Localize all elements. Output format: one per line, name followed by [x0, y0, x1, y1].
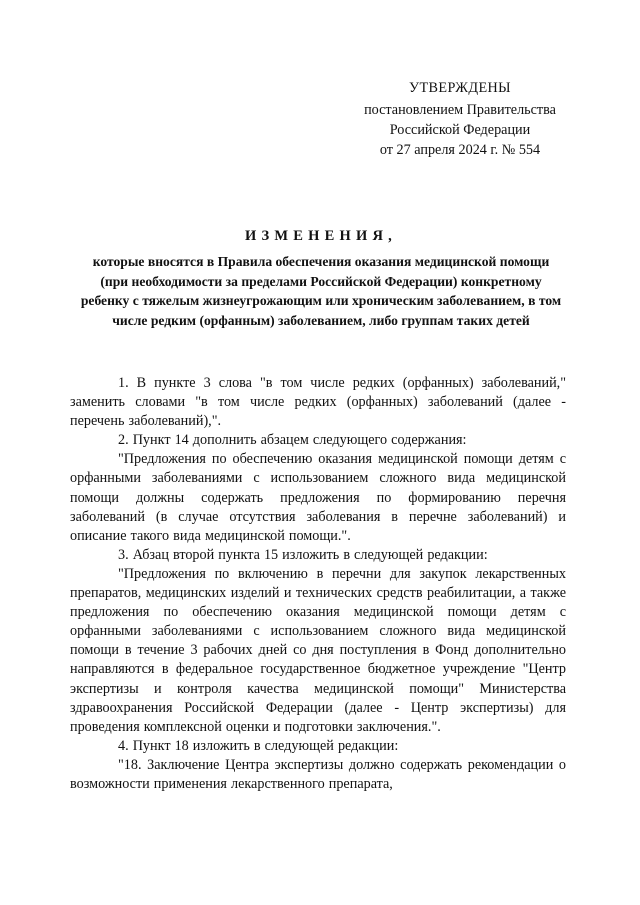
paragraph-item-3: 3. Абзац второй пункта 15 изложить в следующей редакции: [118, 546, 488, 563]
document-body [70, 374, 566, 794]
paragraph-quote-4: "18. Заключение Центра экспертизы должно содержать рекомендации о возможности применения лекарственного препарата, [70, 756, 566, 792]
document-subtitle: которые вносятся в Правила обеспечения оказания медицинской помощи (при необходимости за пределами Российской Федерации) конкретному ребенку с тяжелым жизнеугрожающим или хроническим заболеванием, в том числе редким (орфанным) заболеванием, либо группам таких детей [80, 254, 562, 328]
paragraph-item-4: 4. Пункт 18 изложить в следующей редакции: [118, 737, 399, 754]
paragraph-quote-3: "Предложения по включению в перечни для закупок лекарственных препаратов, медицинских изделий и технических средств реабилитации, а также предложения по обеспечению оказания медицинской помощи детям с орфанными заболеваниями с использованием сложного вида медицинской помощи в течение 3 рабочих дней со дня поступления в Фонд дополнительно направляются в федеральное государственное бюджетное учреждение "Центр экспертизы и контроля качества медицинской помощи" Министерства здравоохранения Российской Федерации (далее - Центр экспертизы) для проведения комплексной оценки и подготовки заключения.". [70, 565, 566, 735]
paragraph-item-1: 1. В пункте 3 слова "в том числе редких (орфанных) заболеваний," заменить словами "в том числе редких (орфанных) заболеваний (далее - перечень заболеваний),". [70, 375, 566, 430]
paragraph-item-2: 2. Пункт 14 дополнить абзацем следующего содержания: [118, 432, 467, 449]
approval-decree-line: постановлением Правительства [364, 102, 556, 118]
approval-date-number-line: от 27 апреля 2024 г. № 554 [379, 142, 541, 158]
paragraph-quote-2: "Предложения по обеспечению оказания медицинской помощи детям с орфанными заболеваниями с использованием сложного вида медицинской помощи должны содержать предложения по формированию перечня заболеваний (в случае отсутствия заболевания в перечне заболеваний) и описание такого вида медицинской помощи.". [70, 451, 566, 544]
document-title: ИЗМЕНЕНИЯ, [245, 228, 397, 244]
approval-block [345, 78, 575, 160]
document-heading [60, 226, 582, 330]
approved-label: УТВЕРЖДЕНЫ [409, 80, 511, 96]
approval-authority-line: Российской Федерации [389, 122, 531, 138]
